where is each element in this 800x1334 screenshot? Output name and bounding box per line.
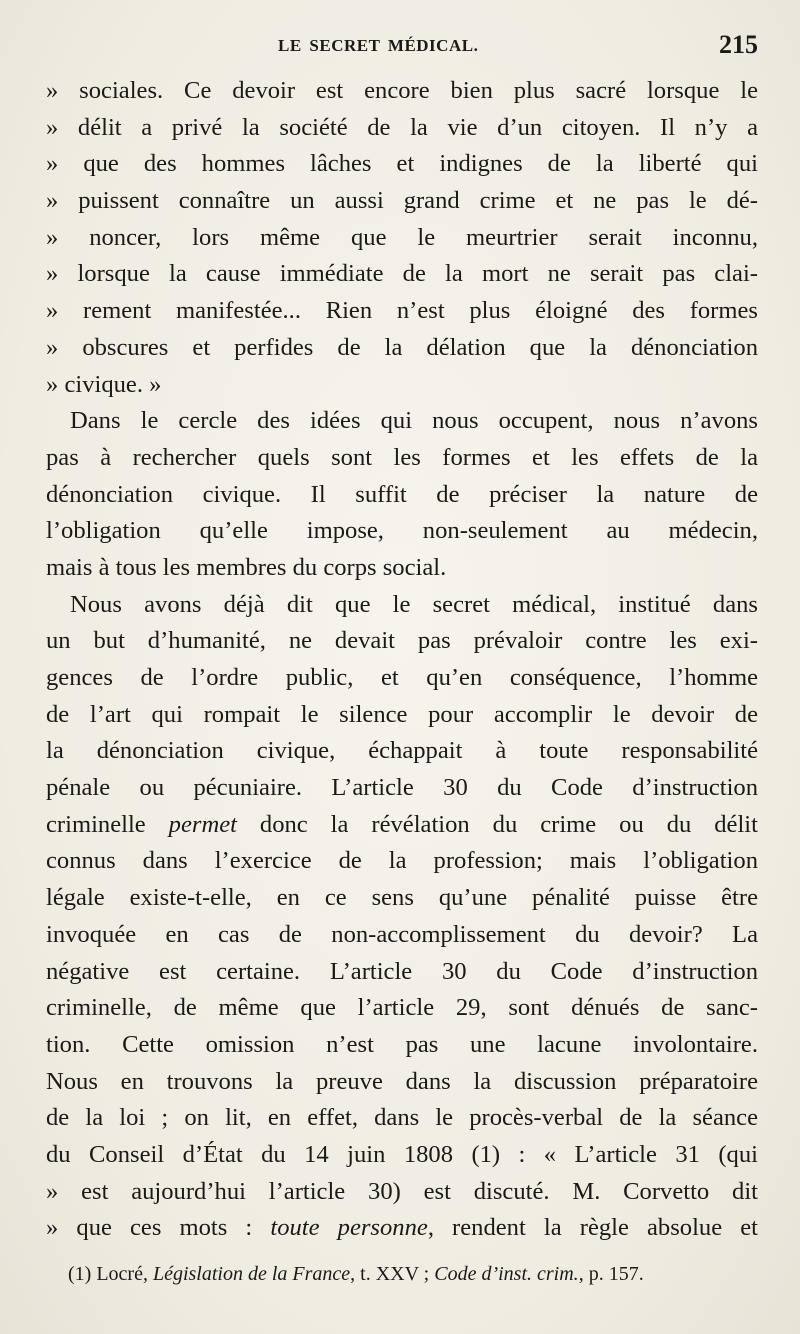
- text-line: légale existe-t-elle, en ce sens qu’une pénalité puisse être: [46, 884, 758, 912]
- text-line: la dénonciation civique, échappait à toute responsabilité: [46, 737, 758, 765]
- text-line: » obscures et perfides de la délation que la dénonciation: [46, 333, 758, 361]
- text-line: » sociales. Ce devoir est encore bien plus sacré lorsque le: [46, 77, 758, 104]
- text-segment: , rendent la règle absolue et: [427, 1214, 758, 1242]
- text-line: Nous avons déjà dit que le secret médical, institué dans: [70, 590, 758, 618]
- text-segment: » que ces mots :: [46, 1214, 271, 1242]
- running-head: LE SECRET MÉDICAL.: [278, 36, 479, 55]
- footnote-italic-title: Législation de la France: [152, 1263, 351, 1285]
- footnote-marker: (1) Locré,: [68, 1263, 153, 1285]
- text-line: mais à tous les membres du corps social.: [46, 553, 447, 581]
- text-line: pénale ou pécuniaire. L’article 30 du Code d’instruction: [46, 774, 758, 802]
- text-line: » noncer, lors même que le meurtrier serait inconnu,: [46, 223, 758, 251]
- page-header: [46, 30, 758, 70]
- footnote-end: , p. 157.: [578, 1263, 644, 1285]
- italic-text: toute personne: [270, 1214, 428, 1242]
- text-line: Dans le cercle des idées qui nous occupent, nous n’avons: [70, 407, 758, 435]
- text-line: [46, 1210, 758, 1247]
- text-line: dénonciation civique. Il suffit de préciser la nature de: [46, 480, 758, 508]
- italic-text: permet: [168, 810, 237, 838]
- text-line: » civique. »: [46, 370, 162, 398]
- text-segment: criminelle: [46, 810, 169, 838]
- text-line: tion. Cette omission n’est pas une lacune involontaire.: [46, 1030, 758, 1058]
- text-line: pas à rechercher quels sont les formes et les effets de la: [46, 443, 758, 471]
- footnote: [68, 1263, 758, 1286]
- text-line: » est aujourd’hui l’article 30) est discuté. M. Corvetto dit: [46, 1177, 758, 1205]
- text-line: connus dans l’exercice de la profession; mais l’obligation: [46, 847, 758, 875]
- text-line: [46, 807, 758, 844]
- text-line: » que des hommes lâches et indignes de la liberté qui: [46, 150, 758, 178]
- footnote-italic-code: Code d’inst. crim.: [434, 1263, 579, 1285]
- text-line: du Conseil d’État du 14 juin 1808 (1) : « L’article 31 (qui: [46, 1140, 758, 1168]
- text-line: invoquée en cas de non-accomplissement du devoir? La: [46, 920, 758, 948]
- text-line: de la loi ; on lit, en effet, dans le procès-verbal de la séance: [46, 1104, 758, 1132]
- text-line: » lorsque la cause immédiate de la mort ne serait pas clai-: [46, 260, 758, 288]
- text-line: de l’art qui rompait le silence pour accomplir le devoir de: [46, 700, 758, 728]
- page-number: 215: [719, 30, 758, 59]
- text-line: » puissent connaître un aussi grand crime et ne pas le dé-: [46, 187, 758, 215]
- text-line: un but d’humanité, ne devait pas prévaloir contre les exi-: [46, 627, 758, 655]
- body-text: [46, 73, 758, 1247]
- text-segment: donc la révélation du crime ou du délit: [236, 810, 758, 838]
- text-line: criminelle, de même que l’article 29, sont dénués de sanc-: [46, 994, 758, 1022]
- text-line: négative est certaine. L’article 30 du Code d’instruction: [46, 957, 758, 985]
- text-line: » rement manifestée... Rien n’est plus éloigné des formes: [46, 297, 758, 325]
- text-line: » délit a privé la société de la vie d’un citoyen. Il n’y a: [46, 113, 758, 141]
- text-line: gences de l’ordre public, et qu’en conséquence, l’homme: [46, 664, 758, 691]
- text-line: l’obligation qu’elle impose, non-seulement au médecin,: [46, 517, 758, 545]
- text-line: Nous en trouvons la preuve dans la discussion préparatoire: [46, 1067, 758, 1095]
- footnote-middle: , t. XXV ;: [350, 1263, 435, 1285]
